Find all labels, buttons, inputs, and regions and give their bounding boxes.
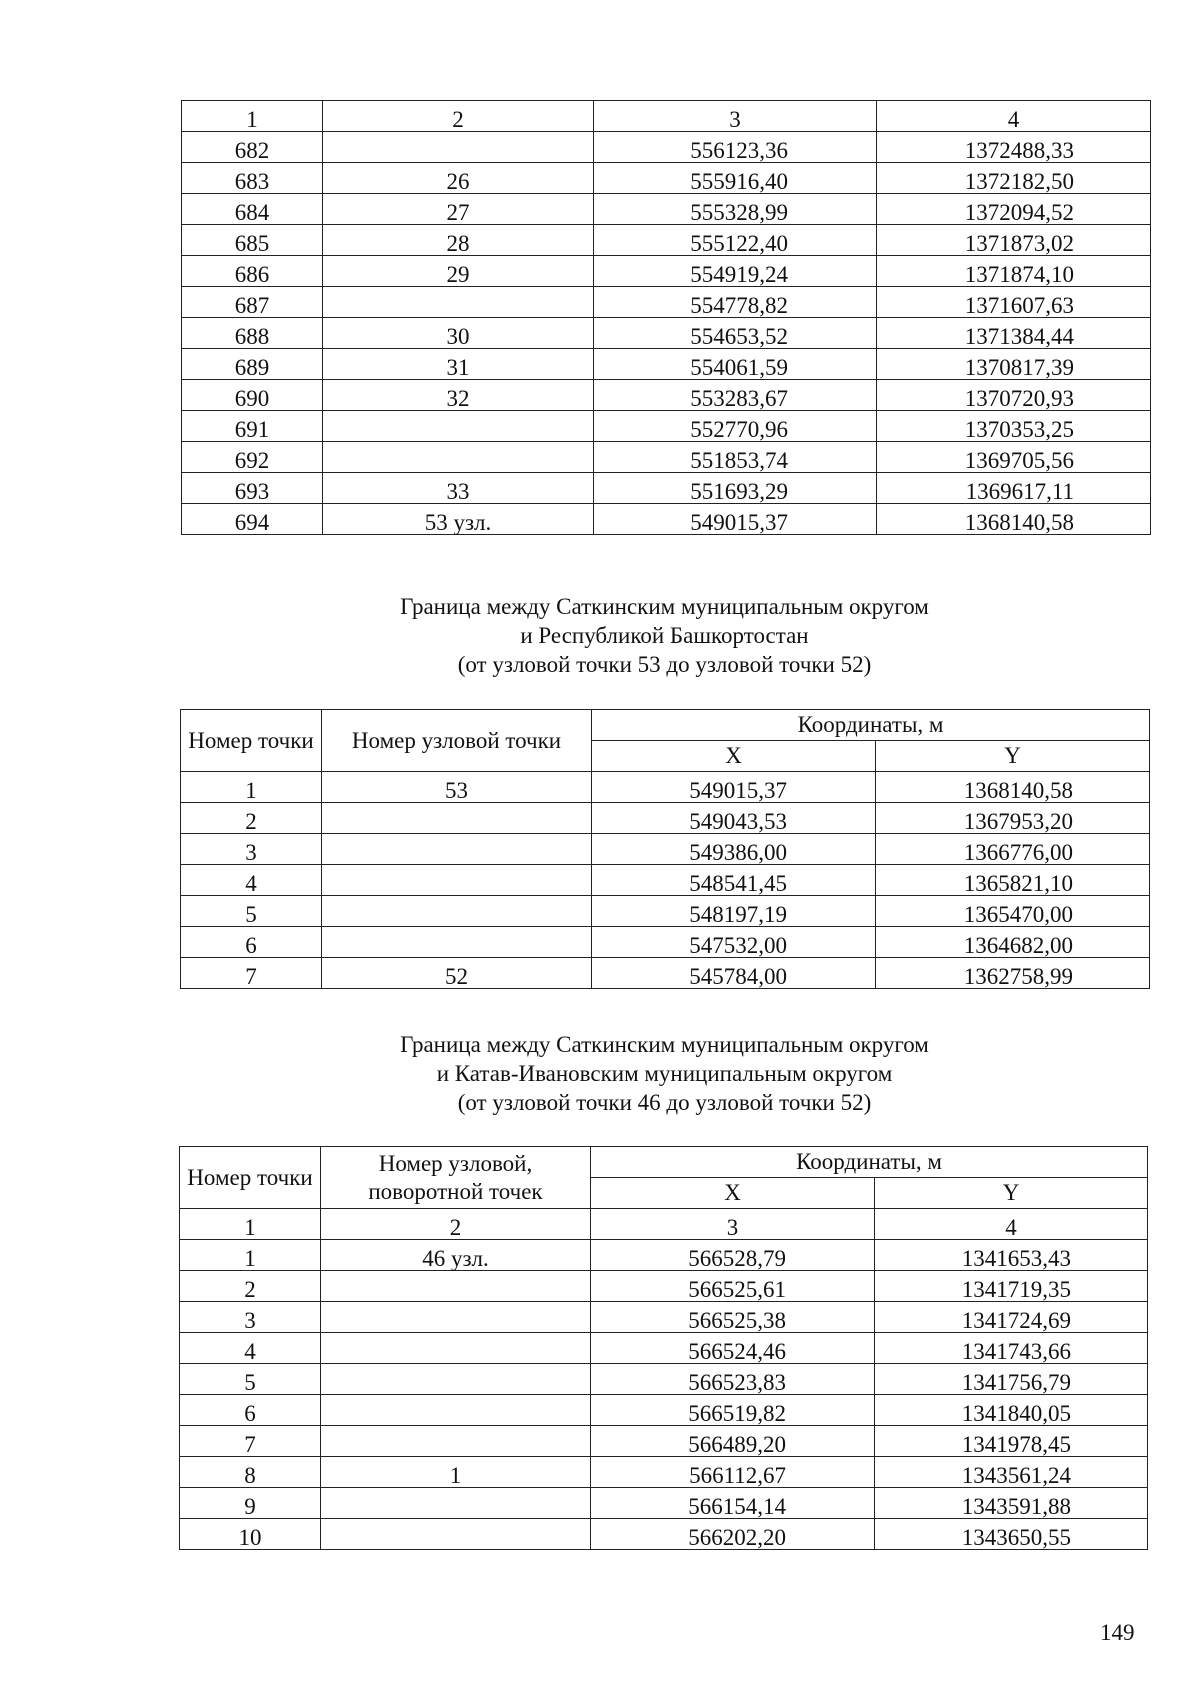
cell-y: 1341756,79 bbox=[875, 1364, 1148, 1395]
table-row bbox=[180, 1426, 1148, 1457]
header-point-number: Номер точки bbox=[181, 710, 322, 772]
table-row bbox=[182, 132, 1151, 163]
table-row bbox=[181, 772, 1150, 803]
cell-node-number bbox=[322, 865, 592, 896]
column-numbering-row bbox=[180, 1209, 1148, 1240]
caption-line: и Республикой Башкортостан bbox=[520, 623, 809, 648]
cell-y: 1365470,00 bbox=[876, 896, 1150, 927]
header-coordinates: Координаты, м bbox=[592, 710, 1150, 741]
cell-x: 554653,52 bbox=[594, 318, 877, 349]
cell-x: 549043,53 bbox=[592, 803, 876, 834]
cell-y: 1343561,24 bbox=[875, 1457, 1148, 1488]
cell-x: 566202,20 bbox=[591, 1519, 875, 1550]
cell-point-number: 688 bbox=[182, 318, 323, 349]
table-row bbox=[180, 1240, 1148, 1271]
table-row bbox=[180, 1519, 1148, 1550]
cell-point-number: 690 bbox=[182, 380, 323, 411]
column-number: 2 bbox=[321, 1209, 591, 1240]
cell-point-number: 684 bbox=[182, 194, 323, 225]
caption-line: (от узловой точки 46 до узловой точки 52) bbox=[457, 1090, 872, 1115]
table-row bbox=[182, 194, 1151, 225]
cell-point-number: 10 bbox=[180, 1519, 321, 1550]
cell-node-number bbox=[323, 287, 594, 318]
cell-y: 1341840,05 bbox=[875, 1395, 1148, 1426]
caption-line: (от узловой точки 53 до узловой точки 52) bbox=[457, 652, 872, 677]
cell-node-number bbox=[321, 1302, 591, 1333]
cell-point-number: 9 bbox=[180, 1488, 321, 1519]
cell-x: 566523,83 bbox=[591, 1364, 875, 1395]
cell-node-number: 29 bbox=[323, 256, 594, 287]
cell-node-number: 32 bbox=[323, 380, 594, 411]
cell-x: 566525,38 bbox=[591, 1302, 875, 1333]
cell-point-number: 1 bbox=[181, 772, 322, 803]
cell-node-number bbox=[323, 442, 594, 473]
cell-point-number: 682 bbox=[182, 132, 323, 163]
table-row bbox=[182, 225, 1151, 256]
cell-node-number bbox=[322, 896, 592, 927]
column-number: 1 bbox=[180, 1209, 321, 1240]
cell-point-number: 7 bbox=[181, 958, 322, 989]
cell-node-number bbox=[321, 1426, 591, 1457]
cell-x: 549015,37 bbox=[594, 504, 877, 535]
cell-y: 1368140,58 bbox=[876, 772, 1150, 803]
table-row bbox=[182, 349, 1151, 380]
table-row bbox=[182, 411, 1151, 442]
cell-point-number: 2 bbox=[181, 803, 322, 834]
table-row bbox=[181, 803, 1150, 834]
cell-x: 566528,79 bbox=[591, 1240, 875, 1271]
cell-node-number bbox=[321, 1364, 591, 1395]
cell-node-number: 31 bbox=[323, 349, 594, 380]
header-coordinates: Координаты, м bbox=[591, 1147, 1148, 1178]
cell-y: 1370720,93 bbox=[877, 380, 1151, 411]
cell-point-number: 683 bbox=[182, 163, 323, 194]
cell-point-number: 4 bbox=[181, 865, 322, 896]
cell-x: 553283,67 bbox=[594, 380, 877, 411]
table-row bbox=[180, 1333, 1148, 1364]
table-row bbox=[181, 865, 1150, 896]
cell-x: 556123,36 bbox=[594, 132, 877, 163]
table-continuation bbox=[181, 100, 1151, 535]
table-row bbox=[182, 380, 1151, 411]
cell-y: 1366776,00 bbox=[876, 834, 1150, 865]
cell-y: 1372094,52 bbox=[877, 194, 1151, 225]
cell-x: 566525,61 bbox=[591, 1271, 875, 1302]
cell-y: 1343591,88 bbox=[875, 1488, 1148, 1519]
cell-x: 554778,82 bbox=[594, 287, 877, 318]
cell-point-number: 6 bbox=[180, 1395, 321, 1426]
cell-point-number: 3 bbox=[180, 1302, 321, 1333]
cell-x: 555122,40 bbox=[594, 225, 877, 256]
cell-node-number: 53 узл. bbox=[323, 504, 594, 535]
cell-y: 1341978,45 bbox=[875, 1426, 1148, 1457]
column-number: 1 bbox=[182, 101, 323, 132]
cell-x: 555916,40 bbox=[594, 163, 877, 194]
column-number: 4 bbox=[875, 1209, 1148, 1240]
table-row bbox=[182, 318, 1151, 349]
column-number: 4 bbox=[877, 101, 1151, 132]
cell-point-number: 4 bbox=[180, 1333, 321, 1364]
cell-y: 1371873,02 bbox=[877, 225, 1151, 256]
cell-point-number: 685 bbox=[182, 225, 323, 256]
cell-x: 549386,00 bbox=[592, 834, 876, 865]
table-row bbox=[181, 927, 1150, 958]
table-row bbox=[180, 1271, 1148, 1302]
section-caption-katav-ivanovsk bbox=[180, 1030, 1149, 1117]
cell-x: 566112,67 bbox=[591, 1457, 875, 1488]
cell-y: 1341743,66 bbox=[875, 1333, 1148, 1364]
cell-node-number: 33 bbox=[323, 473, 594, 504]
table-row bbox=[180, 1302, 1148, 1333]
table-row bbox=[182, 163, 1151, 194]
header-y: Y bbox=[876, 741, 1150, 772]
table-row bbox=[182, 473, 1151, 504]
cell-x: 551853,74 bbox=[594, 442, 877, 473]
cell-x: 549015,37 bbox=[592, 772, 876, 803]
cell-x: 548197,19 bbox=[592, 896, 876, 927]
cell-node-number: 52 bbox=[322, 958, 592, 989]
caption-line: Граница между Саткинским муниципальным округом bbox=[400, 1032, 929, 1057]
cell-y: 1372488,33 bbox=[877, 132, 1151, 163]
cell-node-number: 30 bbox=[323, 318, 594, 349]
cell-y: 1369705,56 bbox=[877, 442, 1151, 473]
cell-node-number bbox=[323, 411, 594, 442]
header-x: X bbox=[591, 1178, 875, 1209]
table-row bbox=[182, 256, 1151, 287]
cell-y: 1367953,20 bbox=[876, 803, 1150, 834]
header-x: X bbox=[592, 741, 876, 772]
cell-node-number: 46 узл. bbox=[321, 1240, 591, 1271]
cell-node-number bbox=[321, 1271, 591, 1302]
cell-node-number bbox=[322, 803, 592, 834]
cell-x: 566519,82 bbox=[591, 1395, 875, 1426]
cell-point-number: 694 bbox=[182, 504, 323, 535]
column-number: 2 bbox=[323, 101, 594, 132]
cell-y: 1341719,35 bbox=[875, 1271, 1148, 1302]
cell-y: 1371874,10 bbox=[877, 256, 1151, 287]
cell-node-number bbox=[322, 927, 592, 958]
cell-node-number bbox=[321, 1333, 591, 1364]
table-row bbox=[181, 834, 1150, 865]
cell-node-number: 28 bbox=[323, 225, 594, 256]
table-row bbox=[181, 896, 1150, 927]
caption-line: Граница между Саткинским муниципальным округом bbox=[400, 594, 929, 619]
cell-x: 566489,20 bbox=[591, 1426, 875, 1457]
cell-y: 1369617,11 bbox=[877, 473, 1151, 504]
column-number: 3 bbox=[594, 101, 877, 132]
cell-x: 566524,46 bbox=[591, 1333, 875, 1364]
header-y: Y bbox=[875, 1178, 1148, 1209]
cell-x: 552770,96 bbox=[594, 411, 877, 442]
table-row bbox=[181, 958, 1150, 989]
cell-point-number: 692 bbox=[182, 442, 323, 473]
column-numbering-row bbox=[182, 101, 1151, 132]
cell-y: 1370353,25 bbox=[877, 411, 1151, 442]
cell-x: 554061,59 bbox=[594, 349, 877, 380]
cell-point-number: 687 bbox=[182, 287, 323, 318]
cell-node-number: 26 bbox=[323, 163, 594, 194]
cell-x: 547532,00 bbox=[592, 927, 876, 958]
cell-point-number: 6 bbox=[181, 927, 322, 958]
cell-node-number bbox=[321, 1395, 591, 1426]
cell-y: 1343650,55 bbox=[875, 1519, 1148, 1550]
cell-y: 1368140,58 bbox=[877, 504, 1151, 535]
cell-node-number bbox=[321, 1488, 591, 1519]
cell-y: 1365821,10 bbox=[876, 865, 1150, 896]
table-row bbox=[182, 442, 1151, 473]
cell-y: 1371607,63 bbox=[877, 287, 1151, 318]
table-row bbox=[180, 1488, 1148, 1519]
cell-point-number: 2 bbox=[180, 1271, 321, 1302]
cell-node-number bbox=[321, 1519, 591, 1550]
cell-point-number: 5 bbox=[181, 896, 322, 927]
page-number: 149 bbox=[1100, 1620, 1135, 1645]
cell-node-number bbox=[322, 834, 592, 865]
table-row bbox=[180, 1364, 1148, 1395]
table-row bbox=[180, 1457, 1148, 1488]
cell-y: 1370817,39 bbox=[877, 349, 1151, 380]
caption-line: и Катав-Ивановским муниципальным округом bbox=[436, 1061, 893, 1086]
header-node-number: Номер узловой точки bbox=[322, 710, 592, 772]
table-bashkortostan-boundary bbox=[180, 709, 1150, 989]
table-katav-ivanovsk-boundary bbox=[179, 1146, 1148, 1550]
cell-point-number: 693 bbox=[182, 473, 323, 504]
table-row bbox=[182, 287, 1151, 318]
cell-y: 1362758,99 bbox=[876, 958, 1150, 989]
cell-point-number: 8 bbox=[180, 1457, 321, 1488]
cell-node-number bbox=[323, 132, 594, 163]
cell-point-number: 3 bbox=[181, 834, 322, 865]
cell-point-number: 689 bbox=[182, 349, 323, 380]
section-caption-bashkortostan bbox=[180, 592, 1149, 679]
cell-point-number: 1 bbox=[180, 1240, 321, 1271]
cell-x: 554919,24 bbox=[594, 256, 877, 287]
cell-point-number: 7 bbox=[180, 1426, 321, 1457]
cell-x: 545784,00 bbox=[592, 958, 876, 989]
cell-node-number: 53 bbox=[322, 772, 592, 803]
header-node-turn-number: Номер узловой, поворотной точек bbox=[321, 1147, 591, 1209]
cell-y: 1341724,69 bbox=[875, 1302, 1148, 1333]
cell-y: 1371384,44 bbox=[877, 318, 1151, 349]
column-number: 3 bbox=[591, 1209, 875, 1240]
cell-point-number: 686 bbox=[182, 256, 323, 287]
cell-point-number: 5 bbox=[180, 1364, 321, 1395]
cell-x: 555328,99 bbox=[594, 194, 877, 225]
cell-y: 1341653,43 bbox=[875, 1240, 1148, 1271]
table-row bbox=[180, 1395, 1148, 1426]
cell-x: 548541,45 bbox=[592, 865, 876, 896]
cell-point-number: 691 bbox=[182, 411, 323, 442]
cell-node-number: 1 bbox=[321, 1457, 591, 1488]
cell-x: 566154,14 bbox=[591, 1488, 875, 1519]
cell-x: 551693,29 bbox=[594, 473, 877, 504]
cell-y: 1364682,00 bbox=[876, 927, 1150, 958]
table-row bbox=[182, 504, 1151, 535]
header-point-number: Номер точки bbox=[180, 1147, 321, 1209]
cell-y: 1372182,50 bbox=[877, 163, 1151, 194]
cell-node-number: 27 bbox=[323, 194, 594, 225]
